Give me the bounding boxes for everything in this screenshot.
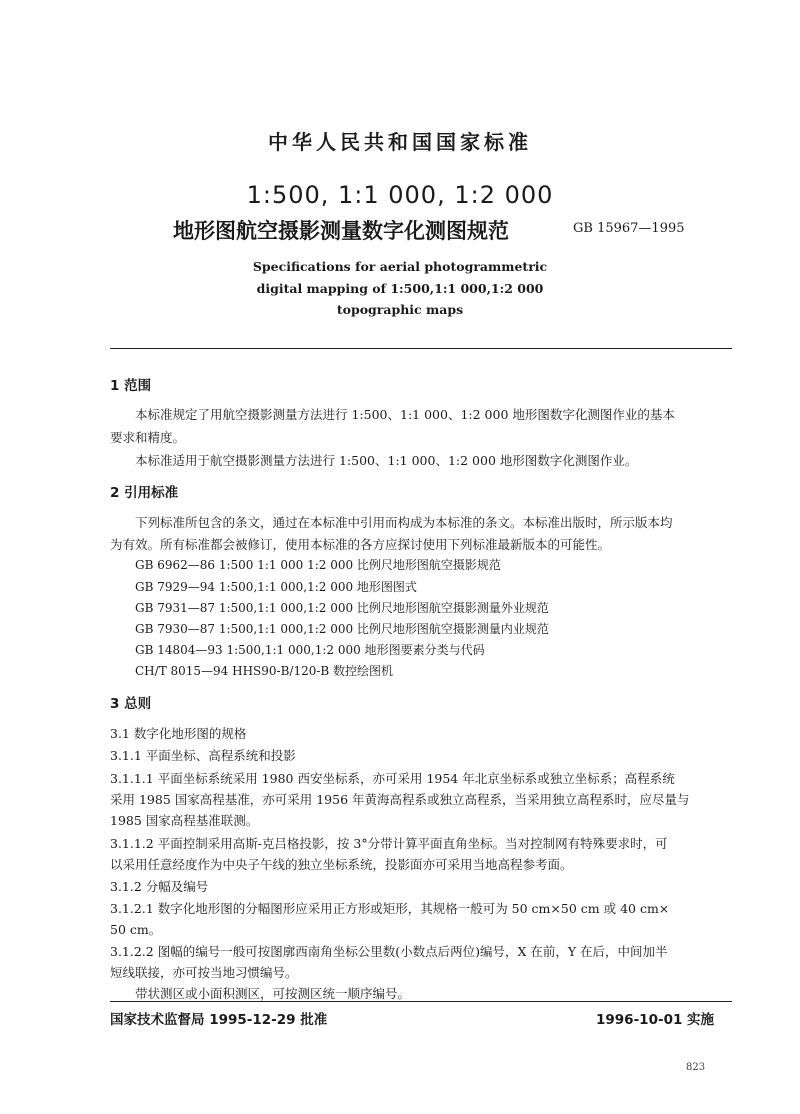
header-divider: [110, 348, 732, 349]
approval-line: 国家技术监督局 1995-12-29 批准: [110, 1012, 328, 1028]
reference-item: GB 7929—94 1:500,1:1 000,1:2 000 地形图图式: [135, 580, 417, 594]
footer-divider: [110, 1001, 732, 1002]
document-title: 地形图航空摄影测量数字化测图规范: [173, 219, 509, 243]
implementation-date: 1996-10-01 实施: [596, 1012, 715, 1028]
clause-3-1-2-2-line-3: 带状测区或小面积测区，可按测区统一顺序编号。: [135, 986, 411, 1001]
clause-3-1-2-2-line-1: 3.1.2.2 图幅的编号一般可按图廓西南角坐标公里数(小数点后两位)编号，X 在前，Y 在后，中间加半: [110, 944, 668, 959]
clause-3-1-1-1-line-1: 3.1.1.1 平面坐标系统采用 1980 西安坐标系，亦可采用 1954 年北京坐标系或独立坐标系；高程系统: [110, 771, 675, 786]
reference-item: GB 7931—87 1:500,1:1 000,1:2 000 比例尺地形图航空摄影测量外业规范: [135, 601, 549, 615]
clause-3-1-1-1-line-3: 1985 国家高程基准联测。: [110, 813, 259, 828]
section-1-paragraph-2: 本标准适用于航空摄影测量方法进行 1:500、1:1 000、1:2 000 地形图数字化测图作业。: [135, 453, 638, 468]
clause-3-1-2-1-line-2: 50 cm。: [110, 922, 162, 937]
section-1-heading: 1 范围: [110, 378, 152, 394]
english-title-line-2: digital mapping of 1:500,1:1 000,1:2 000: [256, 281, 544, 296]
section-1-paragraph-1-line-2: 要求和精度。: [110, 430, 186, 445]
section-2-paragraph-line-2: 为有效。所有标准都会被修订，使用本标准的各方应探讨使用下列标准最新版本的可能性。: [110, 537, 611, 552]
reference-item: GB 14804—93 1:500,1:1 000,1:2 000 地形图要素分类与代码: [135, 643, 485, 657]
scale-title: 1:500, 1:1 000, 1:2 000: [246, 181, 554, 209]
clause-3-1-1-1-line-2: 采用 1985 国家高程基准，亦可采用 1956 年黄海高程系或独立高程系，当采用独立高程系时，应尽量与: [110, 792, 690, 807]
section-1-paragraph-1-line-1: 本标准规定了用航空摄影测量方法进行 1:500、1:1 000、1:2 000 地形图数字化测图作业的基本: [135, 407, 675, 422]
page-number: 823: [686, 1062, 706, 1073]
subsection-3-1-1-heading: 3.1.1 平面坐标、高程系统和投影: [110, 748, 296, 763]
english-title-line-1: Specifications for aerial photogrammetric: [252, 259, 548, 274]
reference-item: GB 6962—86 1:500 1:1 000 1:2 000 比例尺地形图航空摄影规范: [135, 558, 501, 572]
clause-3-1-1-2-line-2: 以采用任意经度作为中央子午线的独立坐标系统，投影面亦可采用当地高程参考面。: [110, 857, 573, 872]
section-2-paragraph-line-1: 下列标准所包含的条文，通过在本标准中引用而构成为本标准的条文。本标准出版时，所示版本均: [135, 515, 673, 530]
section-2-heading: 2 引用标准: [110, 485, 179, 501]
reference-item: GB 7930—87 1:500,1:1 000,1:2 000 比例尺地形图航空摄影测量内业规范: [135, 622, 549, 636]
clause-3-1-1-2-line-1: 3.1.1.2 平面控制采用高斯-克吕格投影，按 3°分带计算平面直角坐标。当对控制网有特殊要求时，可: [110, 836, 668, 851]
subsection-3-1-heading: 3.1 数字化地形图的规格: [110, 726, 247, 741]
section-3-heading: 3 总则: [110, 696, 152, 712]
clause-3-1-2-1-line-1: 3.1.2.1 数字化地形图的分幅图形应采用正方形或矩形，其规格一般可为 50 cm×50 cm 或 40 cm×: [110, 901, 670, 916]
clause-3-1-2-2-line-2: 短线联接，亦可按当地习惯编号。: [110, 965, 298, 980]
reference-item: CH/T 8015—94 HHS90-B/120-B 数控绘图机: [135, 664, 394, 678]
subsection-3-1-2-heading: 3.1.2 分幅及编号: [110, 879, 209, 894]
national-standard-heading: 中华人民共和国国家标准: [268, 130, 532, 154]
standard-code: GB 15967—1995: [573, 221, 685, 236]
english-title-line-3: topographic maps: [336, 302, 464, 317]
